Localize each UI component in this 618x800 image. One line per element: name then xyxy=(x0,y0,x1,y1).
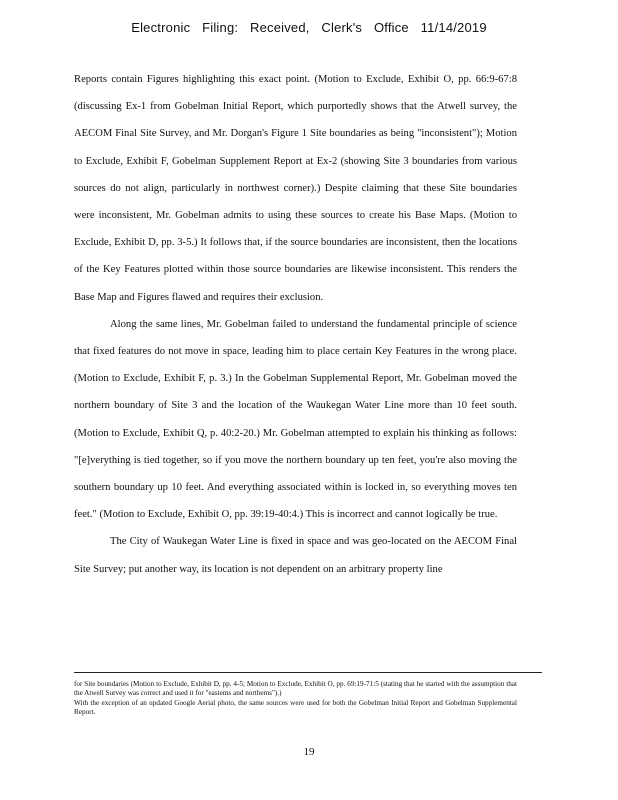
page-number: 19 xyxy=(303,746,315,758)
body-paragraph: Reports contain Figures highlighting this exact point. (Motion to Exclude, Exhibit O, pp. 66:9-67:8 (discussing Ex-1 from Gobelman Initial Report, which purportedly shows that the Atwell survey, the AECOM Final Site Survey, and Mr. Dorgan's Figure 1 Site boundaries as being "inconsistent"); Motion to Exclude, Exhibit F, Gobelman Supplement Report at Ex-2 (showing Site 3 boundaries from various sources do not align, particularly in northwest corner).) Despite claiming that these Site boundaries were inconsistent, Mr. Gobelman admits to using these sources to create his Base Maps. (Motion to Exclude, Exhibit D, pp. 3-5.) It follows that, if the source boundaries are inconsistent, then the locations of the Key Features plotted within those source boundaries are likewise inconsistent. This renders the Base Map and Figures flawed and requires their exclusion. xyxy=(74,74,517,303)
footnote-line: With the exception of an updated Google Aerial photo, the same sources were used for both the Gobelman Initial Report and Gobelman Supplemental Report. xyxy=(74,698,517,717)
footnote-divider xyxy=(74,672,542,673)
footnote-line: for Site boundaries (Motion to Exclude, Exhibit D, pp. 4-5; Motion to Exclude, Exhibit O, pp. 69:19-71:5 (stating that he started with the assumption that the Atwell Survey was correct and used it for "eastems and northems").) xyxy=(74,680,517,698)
body-paragraph: The City of Waukegan Water Line is fixed in space and was geo-located on the AECOM Final Site Survey; put another way, its location is not dependent on an arbitrary property line xyxy=(74,536,517,575)
body-paragraph: Along the same lines, Mr. Gobelman failed to understand the fundamental principle of science that fixed features do not move in space, leading him to place certain Key Features in the wrong place. (Motion to Exclude, Exhibit F, p. 3.) In the Gobelman Supplemental Report, Mr. Gobelman moved the northern boundary of Site 3 and the location of the Waukegan Water Line more than 10 feet south. (Motion to Exclude, Exhibit Q, p. 40:2-20.) Mr. Gobelman attempted to explain his thinking as follows: "[e]verything is tied together, so if you move the northern boundary up ten feet, you're also moving the southern boundary up 10 feet. And everything associated within is locked in, so everything moves ten feet." (Motion to Exclude, Exhibit O, pp. 39:19-40:4.) This is incorrect and cannot logically be true. xyxy=(74,318,517,521)
document-body xyxy=(74,66,517,583)
electronic-filing-header: Electronic Filing: Received, Clerk's Office 11/14/2019 xyxy=(131,20,487,35)
footnote xyxy=(74,680,517,718)
